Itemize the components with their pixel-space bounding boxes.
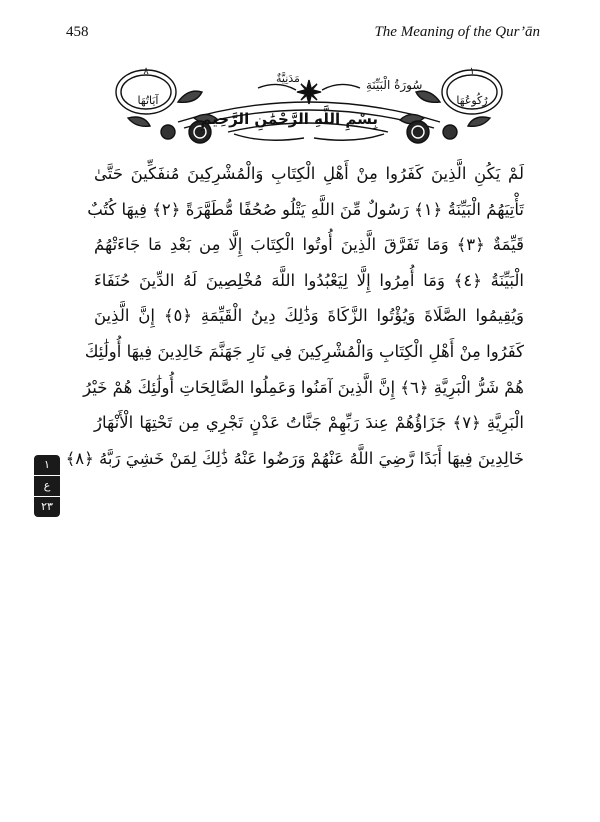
ruku-margin-marker — [34, 455, 60, 517]
ruku-count: ١ — [469, 66, 475, 77]
ayat-count: ٨ — [143, 66, 149, 77]
text-line: تَأْتِيَهُمُ الْبَيِّنَةُ ﴿١﴾ رَسُولٌ مِّنَ اللَّهِ يَتْلُو صُحُفًا مُّطَهَّرَةً ﴿٢﴾ فِيهَا كُتُبٌ — [87, 199, 524, 219]
text-line: لَمْ يَكُنِ الَّذِينَ كَفَرُوا مِنْ أَهْلِ الْكِتَابِ وَالْمُشْرِكِينَ مُنفَكِّينَ حَتَّىٰ — [94, 164, 524, 183]
text-line: هُمْ شَرُّ الْبَرِيَّةِ ﴿٦﴾ إِنَّ الَّذِينَ آمَنُوا وَعَمِلُوا الصَّالِحَاتِ أُولَٰئِكَ هُمْ خَيْرُ — [83, 377, 524, 397]
text-line: وَيُقِيمُوا الصَّلَاةَ وَيُؤْتُوا الزَّكَاةَ وَذَٰلِكَ دِينُ الْقَيِّمَةِ ﴿٥﴾ إِنَّ الَّذِينَ — [94, 306, 524, 326]
text-line: الْبَيِّنَةُ ﴿٤﴾ وَمَا أُمِرُوا إِلَّا لِيَعْبُدُوا اللَّهَ مُخْلِصِينَ لَهُ الدِّينَ حُنَفَاءَ — [94, 270, 524, 290]
revelation-place: مَدَنِيَّةٌ — [276, 72, 300, 85]
text-line: قَيِّمَةٌ ﴿٣﴾ وَمَا تَفَرَّقَ الَّذِينَ أُوتُوا الْكِتَابَ إِلَّا مِن بَعْدِ مَا جَاءَتْهُمُ — [94, 235, 524, 255]
marker-ruku-number: ١ — [44, 458, 50, 471]
ayat-label: آيَاتُهَا — [137, 94, 159, 107]
surah-name: سُورَةُ الْبَيِّنَةِ — [366, 78, 423, 92]
marker-verse-total: ٢٣ — [41, 500, 53, 513]
surah-text — [65, 156, 525, 476]
page-number: 458 — [66, 24, 89, 40]
text-line: الْبَرِيَّةِ ﴿٧﴾ جَزَاؤُهُمْ عِندَ رَبِّهِمْ جَنَّاتُ عَدْنٍ تَجْرِي مِن تَحْتِهَا الْأَنْهَارُ — [94, 413, 525, 433]
marker-ain-symbol: ع — [34, 475, 60, 497]
text-line: خَالِدِينَ فِيهَا أَبَدًا رَّضِيَ اللَّهُ عَنْهُمْ وَرَضُوا عَنْهُ ذَٰلِكَ لِمَنْ خَشِيَ رَبَّهُ ﴿٨﴾ — [65, 448, 524, 468]
text-line: كَفَرُوا مِنْ أَهْلِ الْكِتَابِ وَالْمُشْرِكِينَ فِي نَارِ جَهَنَّمَ خَالِدِينَ فِيهَا أُولَٰئِكَ — [84, 341, 524, 361]
bismillah: بِسْمِ اللَّهِ الرَّحْمَٰنِ الرَّحِيمِ — [200, 110, 378, 128]
running-title: The Meaning of the Qur’ān — [374, 24, 540, 40]
ruku-label: رُكُوعُهَا — [456, 94, 488, 107]
surah-header-ornament — [108, 62, 510, 156]
